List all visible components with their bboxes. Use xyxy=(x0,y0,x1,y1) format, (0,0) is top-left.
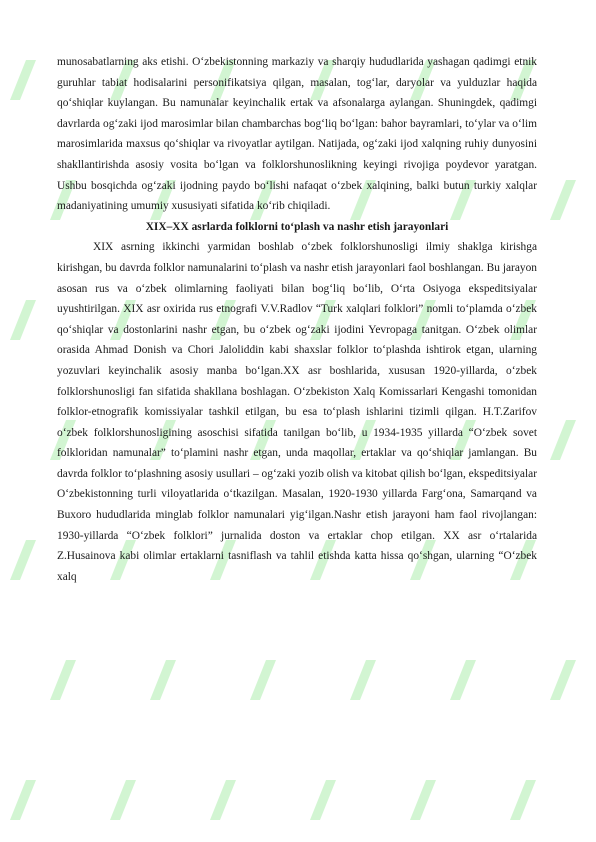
watermark-stripe xyxy=(310,780,336,820)
paragraph-intro: munosabatlarning aks etishi. O‘zbekistonning markaziy va sharqiy hududlarida yashagan qadimgi etnik guruhlar tabiat hodisalarini personifikatsiya qilgan, masalan, tog‘lar, daryolar va yulduzlar haqida qo‘shiqlar kuylangan. Bu namunalar keyinchalik ertak va afsonalarga aylangan. Shuningdek, qadimgi davrlarda og‘zaki ijod marosimlar bilan chambarchas bog‘liq bo‘lgan: bahor bayramlari, to‘ylar va o‘lim marosimlarida maxsus qo‘shiqlar va rivoyatlar aytilgan. Natijada, og‘zaki ijod xalqning ruhiy dunyosini shakllantirishda asosiy vosita bo‘lgan va folklorshunoslikning keyingi rivojiga poydevor yaratgan. Ushbu bosqichda og‘zaki ijodning paydo bo‘lishi nafaqat o‘zbek xalqining, balki butun turkiy xalqlar madaniyatining umumiy xususiyati sifatida ko‘rib chiqiladi. xyxy=(57,56,537,213)
paragraph-collection-history: XIX asrning ikkinchi yarmidan boshlab o‘zbek folklorshunosligi ilmiy shaklga kirishga kirishgan, bu davrda folklor namunalarini to‘plash va nashr etish jarayonlari faol boshlangan. Bu jarayon asosan rus va o‘zbek olimlarning faoliyati bilan bog‘liq bo‘lib, O‘rta Osiyoga ekspeditsiyalar uyushtirilgan. XIX asr oxirida rus etnografi V.V.Radlov “Turk xalqlari folklori” nomli to‘plamda o‘zbek qo‘shiqlar va dostonlarini nashr etgan, bu o‘zbek og‘zaki ijodini Yevropaga tanitgan. O‘zbek olimlar orasida Ahmad Donish va Chori Jaloliddin kabi shaxslar folklor to‘plashda ishtirok etgan, ularning yozuvlari keyinchalik asosiy manba bo‘lgan.XX asr boshlarida, xususan 1920-yillarda, o‘zbek folklorshunosligi fan sifatida shakllana boshlagan. O‘zbekiston Xalq Komissarlari Kengashi tomonidan folklor-etnografik komissiyalar tashkil etilgan, bu esa to‘plash ishlarini tizimli qilgan. H.T.Zarifov o‘zbek folklorshunosligining asoschisi sifatida tanilgan bo‘lib, u 1934-1935 yillarda “O‘zbek sovet folkloridan namunalar” to‘plamini nashr etgan, unda maqollar, ertaklar va qo‘shiqlar jamlangan. Bu davrda folklor to‘plashning asosiy usullari – og‘zaki yozib olish va kitobat qilish bo‘lgan, ekspeditsiyalar O‘zbekistonning turli viloyatlarida o‘tkazilgan. Masalan, 1920-1930 yillarda Farg‘ona, Samarqand va Buxoro hududlarida minglab folklor namunalari yig‘ilgan.Nashr etish jarayoni ham faol rivojlangan: 1930-yillarda “O‘zbek folklori” jurnalida doston va ertaklar chop etilgan. XX asr o‘rtalarida Z.Husainova kabi olimlar ertaklarni tasniflash va tahlil etishda katta hissa qo‘shgan, ularning “O‘zbek xalq xyxy=(57,241,537,583)
watermark-stripe xyxy=(10,300,36,340)
watermark-stripe xyxy=(550,420,576,460)
document-body xyxy=(57,52,537,587)
watermark-stripe xyxy=(50,660,76,700)
watermark-stripe xyxy=(10,780,36,820)
watermark-stripe xyxy=(10,540,36,580)
watermark-stripe xyxy=(350,660,376,700)
watermark-stripe xyxy=(450,660,476,700)
section-heading: XIX–XX asrlarda folklorni to‘plash va nashr etish jarayonlari xyxy=(145,220,449,233)
watermark-stripe xyxy=(510,780,536,820)
watermark-stripe xyxy=(110,780,136,820)
watermark-stripe xyxy=(150,660,176,700)
watermark-stripe xyxy=(550,180,576,220)
watermark-stripe xyxy=(210,780,236,820)
watermark-stripe xyxy=(550,660,576,700)
watermark-stripe xyxy=(410,780,436,820)
watermark-stripe xyxy=(250,660,276,700)
watermark-stripe xyxy=(10,60,36,100)
